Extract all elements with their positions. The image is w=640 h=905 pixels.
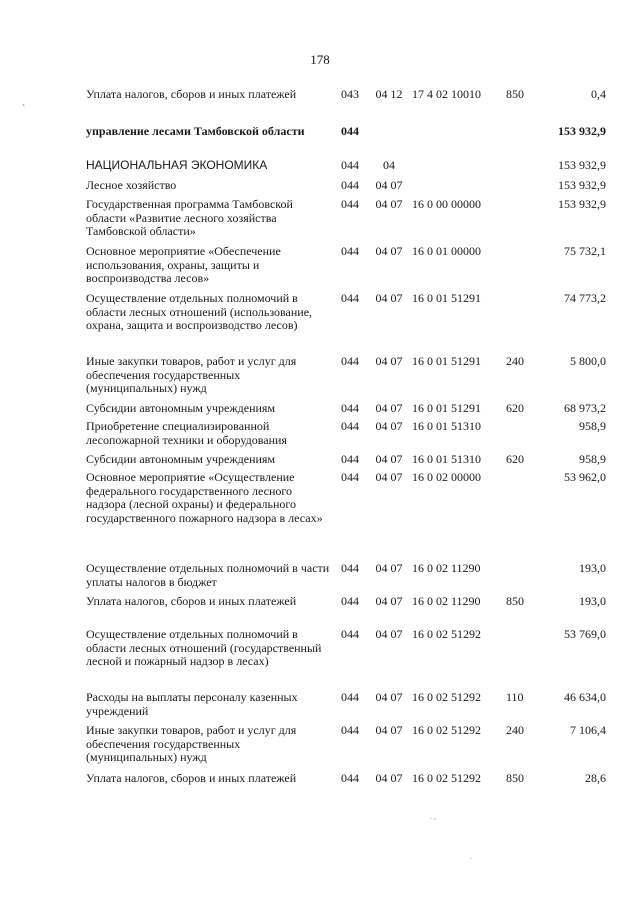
row-ved: 044 [341, 401, 359, 415]
table-row [86, 355, 606, 402]
row-sum: 74 773,2 [564, 291, 606, 305]
row-sum: 153 932,9 [558, 124, 606, 138]
row-ved: 044 [341, 452, 359, 466]
row-sum: 153 932,9 [558, 178, 606, 192]
row-ved: 044 [341, 178, 359, 192]
table-row [86, 628, 606, 691]
row-rzpr: 04 07 [375, 401, 403, 415]
table-row [86, 772, 606, 804]
row-rzpr: 04 07 [375, 452, 403, 466]
row-name: Расходы на выплаты персоналу казенных учреждений [86, 690, 298, 718]
row-sum: 193,0 [579, 561, 606, 575]
row-name: Государственная программа Тамбовской области «Развитие лесного хозяйства Тамбовской области» [86, 197, 293, 238]
row-name: Уплата налогов, сборов и иных платежей [86, 87, 297, 101]
row-rzpr: 04 07 [375, 723, 403, 737]
row-vr [506, 292, 532, 355]
row-csr: 16 0 02 11290 [412, 561, 481, 575]
budget-table [86, 88, 606, 804]
row-vr [506, 628, 532, 691]
row-csr: 16 0 01 51310 [412, 419, 481, 433]
row-sum: 53 962,0 [564, 470, 606, 484]
row-ved: 044 [341, 158, 359, 172]
table-row [86, 159, 606, 179]
row-vr [506, 159, 532, 179]
row-vr [506, 471, 532, 562]
row-vr [506, 125, 532, 159]
row-vr: 850 [506, 87, 524, 101]
page-number: 178 [310, 52, 330, 67]
row-sum: 958,9 [579, 419, 606, 433]
row-ved: 044 [341, 124, 359, 138]
table-row [86, 724, 606, 772]
row-vr: 850 [506, 771, 524, 785]
row-vr [506, 179, 532, 198]
row-name: НАЦИОНАЛЬНАЯ ЭКОНОМИКА [86, 158, 268, 172]
table-row [86, 245, 606, 292]
row-sum: 0,4 [591, 87, 606, 101]
row-name: Осуществление отдельных полномочий в части уплаты налогов в бюджет [86, 561, 330, 589]
row-rzpr: 04 [383, 158, 395, 172]
row-ved: 044 [341, 244, 359, 258]
row-name: Приобретение специализированной лесопожарной техники и оборудования [86, 419, 287, 447]
row-vr: 240 [506, 354, 524, 368]
row-name: Основное мероприятие «Осуществление федерального государственного лесного надзора (лесной охраны) и федерального государственного пожарного надзора в лесах» [86, 470, 323, 525]
row-csr: 17 4 02 10010 [412, 87, 481, 101]
row-name: управление лесами Тамбовской области [86, 124, 305, 138]
row-sum: 28,6 [585, 771, 606, 785]
table-row [86, 402, 606, 420]
table-row [86, 125, 606, 159]
row-vr [506, 420, 532, 453]
row-vr: 110 [506, 690, 524, 704]
table-row [86, 562, 606, 595]
row-csr: 16 0 02 51292 [412, 771, 481, 785]
row-vr: 850 [506, 594, 524, 608]
table-row [86, 292, 606, 355]
row-name: Лесное хозяйство [86, 178, 177, 192]
row-name: Уплата налогов, сборов и иных платежей [86, 594, 297, 608]
row-rzpr: 04 07 [375, 627, 403, 641]
row-ved: 044 [341, 419, 359, 433]
row-vr: 240 [506, 723, 524, 737]
row-rzpr: 04 07 [375, 197, 403, 211]
row-ved: 044 [341, 690, 359, 704]
row-sum: 5 800,0 [570, 354, 606, 368]
scan-noise: . [470, 852, 472, 861]
row-ved: 043 [341, 87, 359, 101]
row-rzpr: 04 07 [375, 178, 403, 192]
row-rzpr: 04 12 [375, 87, 403, 101]
table-row [86, 420, 606, 453]
row-rzpr: 04 07 [375, 561, 403, 575]
row-vr [506, 245, 532, 292]
row-sum: 68 973,2 [564, 401, 606, 415]
row-rzpr: 04 07 [375, 470, 403, 484]
row-ved: 044 [341, 197, 359, 211]
row-rzpr: 04 07 [375, 354, 403, 368]
row-csr: 16 0 02 51292 [412, 690, 481, 704]
row-sum: 193,0 [579, 594, 606, 608]
table-row [86, 453, 606, 471]
row-ved: 044 [341, 561, 359, 575]
scan-mark: ` [22, 104, 26, 115]
row-rzpr: 04 07 [375, 594, 403, 608]
row-rzpr: 04 07 [375, 690, 403, 704]
row-csr: 16 0 01 51291 [412, 401, 481, 415]
row-sum: 958,9 [579, 452, 606, 466]
row-name: Иные закупки товаров, работ и услуг для обеспечения государственных (муниципальных) нужд [86, 723, 297, 764]
row-name: Основное мероприятие «Обеспечение использования, охраны, защиты и воспроизводства лесов» [86, 244, 281, 285]
row-rzpr [366, 125, 412, 159]
row-sum: 46 634,0 [564, 690, 606, 704]
table-row [86, 471, 606, 562]
table-row [86, 179, 606, 198]
table-row [86, 691, 606, 724]
row-sum: 153 932,9 [558, 197, 606, 211]
row-ved: 044 [341, 594, 359, 608]
row-csr [412, 125, 506, 159]
row-ved: 044 [341, 627, 359, 641]
table-row [86, 88, 606, 125]
row-sum: 7 106,4 [570, 723, 606, 737]
row-sum: 153 932,9 [558, 158, 606, 172]
row-ved: 044 [341, 291, 359, 305]
row-name: Иные закупки товаров, работ и услуг для обеспечения государственных (муниципальных) нужд [86, 354, 297, 395]
row-csr [412, 159, 506, 179]
row-rzpr: 04 07 [375, 419, 403, 433]
row-csr: 16 0 02 11290 [412, 594, 481, 608]
row-name: Субсидии автономным учреждениям [86, 452, 276, 466]
row-name: Осуществление отдельных полномочий в области лесных отношений (государственный лесной и пожарный надзор в лесах) [86, 627, 322, 668]
row-name: Осуществление отдельных полномочий в области лесных отношений (использование, охрана, защита и воспроизводство лесов) [86, 291, 313, 332]
row-name: Уплата налогов, сборов и иных платежей [86, 771, 297, 785]
row-ved: 044 [341, 771, 359, 785]
row-csr: 16 0 02 51292 [412, 723, 481, 737]
row-rzpr: 04 07 [375, 771, 403, 785]
row-vr [506, 198, 532, 245]
table-row [86, 595, 606, 628]
scan-noise: . , [430, 812, 436, 821]
row-csr: 16 0 00 00000 [412, 197, 481, 211]
row-csr: 16 0 02 51292 [412, 627, 481, 641]
row-vr [506, 562, 532, 595]
row-sum: 53 769,0 [564, 627, 606, 641]
row-ved: 044 [341, 354, 359, 368]
table-row [86, 198, 606, 245]
row-csr: 16 0 01 51291 [412, 291, 481, 305]
row-csr [412, 179, 506, 198]
row-rzpr: 04 07 [375, 291, 403, 305]
row-ved: 044 [341, 723, 359, 737]
row-rzpr: 04 07 [375, 244, 403, 258]
row-ved: 044 [341, 470, 359, 484]
row-csr: 16 0 01 51310 [412, 452, 481, 466]
row-csr: 16 0 01 00000 [412, 244, 481, 258]
row-csr: 16 0 02 00000 [412, 470, 481, 484]
row-sum: 75 732,1 [564, 244, 606, 258]
row-csr: 16 0 01 51291 [412, 354, 481, 368]
row-vr: 620 [506, 401, 524, 415]
row-vr: 620 [506, 452, 524, 466]
row-name: Субсидии автономным учреждениям [86, 401, 276, 415]
